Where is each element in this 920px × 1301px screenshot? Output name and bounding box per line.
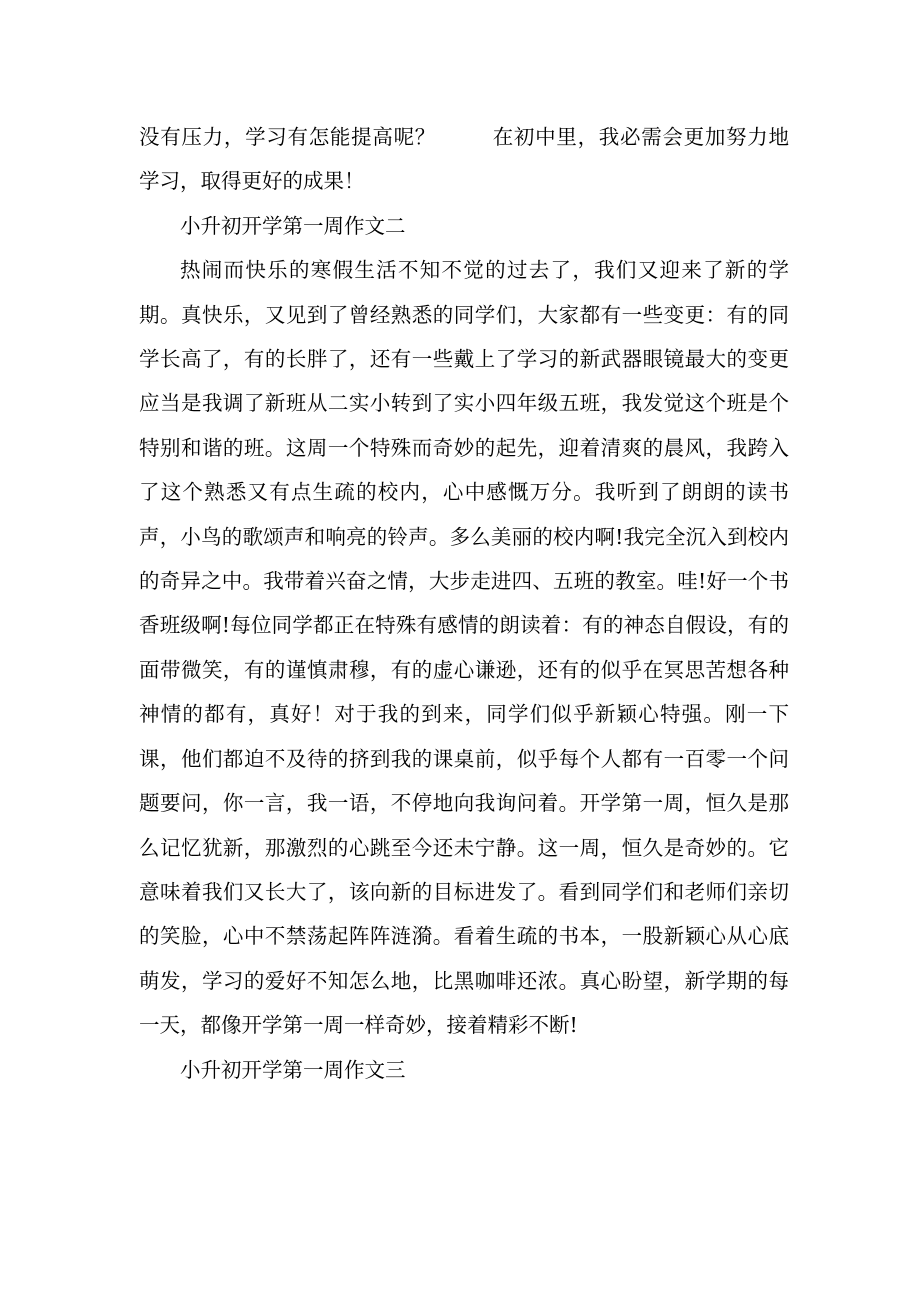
essay-two-paragraph: 热闹而快乐的寒假生活不知不觉的过去了，我们又迎来了新的学期。真快乐，又见到了曾经熟悉的同学们，大家都有一些变更：有的同学长高了，有的长胖了，还有一些戴上了学习的新武器眼镜最大的变更应当是我调了新班从二实小转到了实小四年级五班，我发觉这个班是个特别和谐的班。这周一个特殊而奇妙的起先，迎着清爽的晨风，我跨入了这个熟悉又有点生疏的校内，心中感慨万分。我听到了朗朗的读书声，小鸟的歌颂声和响亮的铃声。多么美丽的校内啊!我完全沉入到校内的奇异之中。我带着兴奋之情，大步走进四、五班的教室。哇!好一个书香班级啊!每位同学都正在特殊有感情的朗读着：有的神态自假设，有的面带微笑，有的谨慎肃穆，有的虚心谦逊，还有的似乎在冥思苦想各种神情的都有，真好！对于我的到来，同学们似乎新颖心特强。刚一下课，他们都迫不及待的挤到我的课桌前，似乎每个人都有一百零一个问题要问，你一言，我一语，不停地向我询问着。开学第一周，恒久是那么记忆犹新，那激烈的心跳至今还未宁静。这一周，恒久是奇妙的。它意味着我们又长大了，该向新的目标进发了。看到同学们和老师们亲切的笑脸，心中不禁荡起阵阵涟漪。看着生疏的书本，一股新颖心从心底萌发，学习的爱好不知怎么地，比黑咖啡还浓。真心盼望，新学期的每一天，都像开学第一周一样奇妙，接着精彩不断! bbox=[139, 258, 789, 1038]
document-body bbox=[139, 115, 789, 1092]
essay-two-heading: 小升初开学第一周作文二 bbox=[180, 213, 406, 238]
carryover-text-2: 在初中里，我必需会更加努力地学习，取得更好的成果！ bbox=[139, 125, 789, 194]
essay-three-heading: 小升初开学第一周作文三 bbox=[180, 1057, 406, 1082]
carryover-text-1: 没有压力，学习有怎能提高呢？ bbox=[139, 125, 436, 149]
carryover-paragraph bbox=[139, 115, 789, 204]
